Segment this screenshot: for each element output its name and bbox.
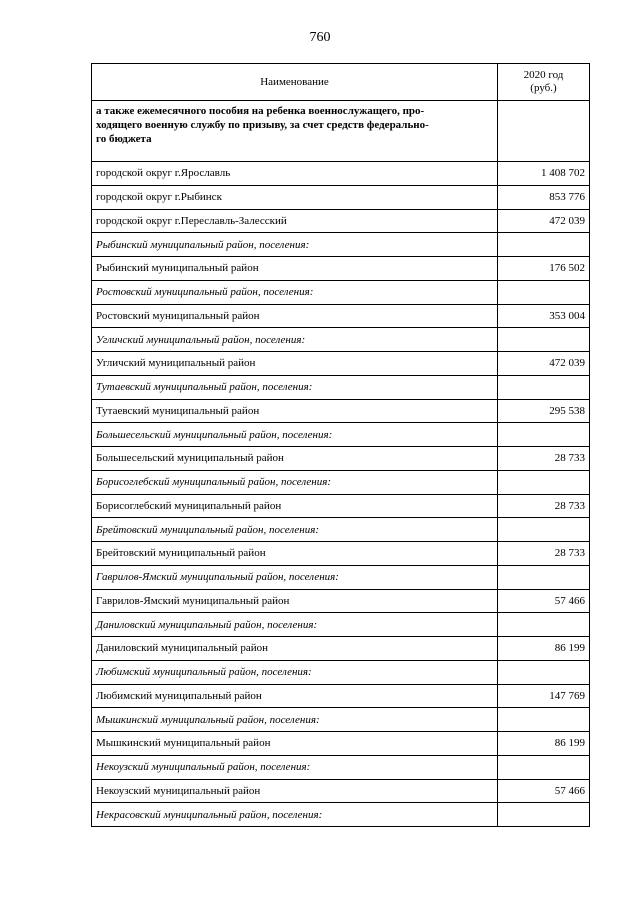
row-value: [498, 233, 590, 257]
table-row: [92, 779, 590, 803]
table-intro-row: [92, 101, 590, 162]
table-group-row: [92, 423, 590, 447]
row-value: 28 733: [498, 542, 590, 566]
row-value: 353 004: [498, 304, 590, 328]
row-value: 472 039: [498, 352, 590, 376]
column-header-unit: (руб.): [530, 82, 557, 94]
table-row: [92, 352, 590, 376]
column-header-year: 2020 год: [523, 69, 564, 81]
row-value: 86 199: [498, 732, 590, 756]
table-group-row: [92, 233, 590, 257]
table-group-row: [92, 660, 590, 684]
table-group-row: [92, 755, 590, 779]
table-row: [92, 304, 590, 328]
column-header-name: Наименование: [92, 64, 498, 101]
table-row: [92, 494, 590, 518]
row-value: 1 408 702: [498, 162, 590, 186]
intro-line-3: го бюджета: [96, 133, 152, 145]
row-value: [498, 565, 590, 589]
column-header-value: [498, 64, 590, 101]
table-row: [92, 162, 590, 186]
row-name: Рыбинский муниципальный район: [92, 257, 498, 281]
intro-value: [498, 101, 590, 162]
row-value: 176 502: [498, 257, 590, 281]
row-name: Борисоглебский муниципальный район: [92, 494, 498, 518]
table-row: [92, 589, 590, 613]
row-name: Большесельский муниципальный район: [92, 447, 498, 471]
table-group-row: [92, 328, 590, 352]
row-value: 853 776: [498, 185, 590, 209]
row-name: Мышкинский муниципальный район, поселения:: [92, 708, 498, 732]
row-name: городской округ г.Рыбинск: [92, 185, 498, 209]
row-value: 147 769: [498, 684, 590, 708]
row-name: Мышкинский муниципальный район: [92, 732, 498, 756]
row-name: Некоузский муниципальный район, поселения:: [92, 755, 498, 779]
row-name: Брейтовский муниципальный район, поселения:: [92, 518, 498, 542]
row-name: городской округ г.Переславль-Залесский: [92, 209, 498, 233]
table-group-row: [92, 803, 590, 827]
row-name: Угличский муниципальный район, поселения:: [92, 328, 498, 352]
row-name: Даниловский муниципальный район: [92, 637, 498, 661]
row-name: Тутаевский муниципальный район: [92, 399, 498, 423]
table-row: [92, 399, 590, 423]
table-row: [92, 542, 590, 566]
intro-line-1: а также ежемесячного пособия на ребенка военнослужащего, про-: [96, 105, 425, 117]
row-value: [498, 423, 590, 447]
row-value: [498, 280, 590, 304]
page-number: 760: [309, 30, 331, 45]
row-name: Любимский муниципальный район, поселения:: [92, 660, 498, 684]
row-value: 295 538: [498, 399, 590, 423]
row-value: 472 039: [498, 209, 590, 233]
row-name: Некоузский муниципальный район: [92, 779, 498, 803]
row-value: 57 466: [498, 779, 590, 803]
table-group-row: [92, 613, 590, 637]
intro-text: [92, 101, 498, 162]
table-group-row: [92, 708, 590, 732]
row-value: [498, 375, 590, 399]
intro-line-2: ходящего военную службу по призыву, за счет средств федерально-: [96, 119, 429, 131]
table-group-row: [92, 280, 590, 304]
row-name: Угличский муниципальный район: [92, 352, 498, 376]
row-value: [498, 803, 590, 827]
table-row: [92, 185, 590, 209]
row-name: Любимский муниципальный район: [92, 684, 498, 708]
row-value: [498, 755, 590, 779]
row-name: Ростовский муниципальный район: [92, 304, 498, 328]
row-value: 86 199: [498, 637, 590, 661]
row-value: [498, 613, 590, 637]
row-name: Тутаевский муниципальный район, поселения:: [92, 375, 498, 399]
table-row: [92, 209, 590, 233]
table-row: [92, 257, 590, 281]
row-value: 28 733: [498, 494, 590, 518]
budget-table: [91, 63, 590, 827]
row-name: Гаврилов-Ямский муниципальный район, поселения:: [92, 565, 498, 589]
row-value: [498, 708, 590, 732]
row-name: Некрасовский муниципальный район, поселения:: [92, 803, 498, 827]
row-name: городской округ г.Ярославль: [92, 162, 498, 186]
table-row: [92, 637, 590, 661]
row-name: Борисоглебский муниципальный район, поселения:: [92, 470, 498, 494]
row-name: Гаврилов-Ямский муниципальный район: [92, 589, 498, 613]
row-value: 57 466: [498, 589, 590, 613]
table-group-row: [92, 470, 590, 494]
table-group-row: [92, 565, 590, 589]
row-name: Брейтовский муниципальный район: [92, 542, 498, 566]
row-name: Рыбинский муниципальный район, поселения:: [92, 233, 498, 257]
table-header-row: [92, 64, 590, 101]
row-name: Даниловский муниципальный район, поселения:: [92, 613, 498, 637]
row-name: Ростовский муниципальный район, поселения:: [92, 280, 498, 304]
table-row: [92, 684, 590, 708]
table-row: [92, 447, 590, 471]
table-row: [92, 732, 590, 756]
row-value: 28 733: [498, 447, 590, 471]
row-value: [498, 518, 590, 542]
table-group-row: [92, 375, 590, 399]
table-group-row: [92, 518, 590, 542]
row-value: [498, 470, 590, 494]
row-value: [498, 660, 590, 684]
row-name: Большесельский муниципальный район, поселения:: [92, 423, 498, 447]
row-value: [498, 328, 590, 352]
